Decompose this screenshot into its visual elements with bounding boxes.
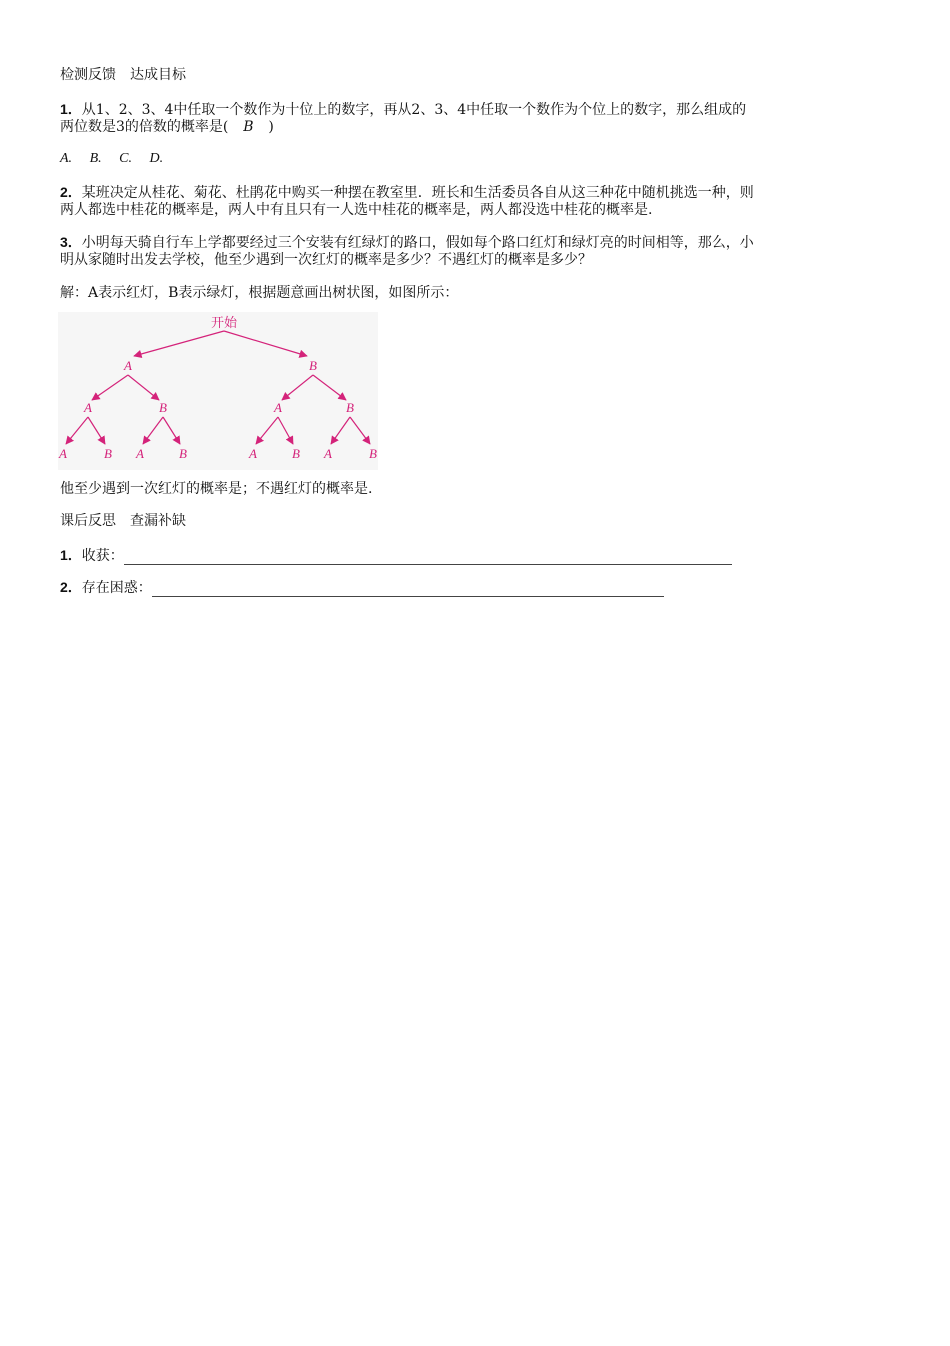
question-2-line-1 [60,183,754,202]
reflection-2-label: 存在困惑： [81,580,152,596]
tree-branch-l3 [331,417,350,444]
tree-node-l3: A [136,446,144,461]
tree-branch-l3 [163,417,180,444]
question-1-options [60,150,163,168]
question-2-text-1: 某班决定从桂花、菊花、杜鹃花中购买一种摆在教室里．班长和生活委员各自从这三种花中随机挑选一种，则 [81,185,754,201]
question-3-line-2: 明从家随时出发去学校，他至少遇到一次红灯的概率是多少？不遇红灯的概率是多少？ [60,252,592,268]
tree-branch-l3 [350,417,370,444]
question-3-text-1: 小明每天骑自行车上学都要经过三个安装有红绿灯的路口，假如每个路口红灯和绿灯亮的时间相等，那么，小 [81,235,754,251]
reflection-item-1 [60,546,732,565]
option-c: C. [119,151,132,166]
option-b: B. [89,151,102,166]
tree-diagram [58,312,378,470]
tree-node-l2: A [274,400,282,415]
reflection-1-label: 收获： [81,548,124,564]
tree-node-l1: B [309,358,317,373]
tree-node-l3: A [59,446,67,461]
question-1-paren-close: ) [268,119,274,135]
tree-branch-l3 [66,417,88,444]
question-3-solution: 解：A表示红灯，B表示绿灯，根据题意画出树状图，如图所示： [60,285,459,301]
option-a: A. [60,151,73,166]
question-1-text-2: 两位数是3的倍数的概率是( [60,119,229,135]
tree-branch-l3 [143,417,163,444]
question-3-line-1 [60,233,754,252]
section-title-reflection: 课后反思 查漏补缺 [60,513,186,529]
reflection-item-2 [60,578,664,597]
tree-branch-l1 [224,331,307,356]
tree-diagram-svg [58,312,378,470]
question-1-line-2 [60,118,274,136]
tree-node-l3: B [292,446,300,461]
tree-branch-l1 [134,331,224,356]
tree-node-l3: B [179,446,187,461]
tree-branch-l2 [313,375,346,400]
tree-branch-l3 [256,417,278,444]
tree-branch-l2 [282,375,313,400]
question-1-line-1 [60,100,746,119]
question-3-number: 3． [60,234,82,250]
tree-node-l3: B [104,446,112,461]
tree-node-l2: B [159,400,167,415]
question-1-number: 1． [60,101,82,117]
tree-node-l1: A [124,358,132,373]
question-2-line-2: 两人都选中桂花的概率是，两人中有且只有一人选中桂花的概率是，两人都没选中桂花的概率是. [60,202,653,218]
tree-node-l3: B [369,446,377,461]
tree-node-l3: A [249,446,257,461]
reflection-2-number: 2． [60,579,82,595]
tree-node-l3: A [324,446,332,461]
reflection-1-number: 1． [60,547,82,563]
question-3-conclusion: 他至少遇到一次红灯的概率是；不遇红灯的概率是. [60,481,373,497]
tree-root-label: 开始 [210,316,238,331]
tree-branch-l3 [278,417,293,444]
tree-branch-l2 [92,375,128,400]
question-1-answer: B [243,119,254,135]
section-title-feedback: 检测反馈 达成目标 [60,67,186,83]
harvest-blank-field[interactable] [124,550,732,565]
question-1-text-1: 从1、2、3、4中任取一个数作为十位上的数字，再从2、3、4中任取一个数作为个位上的数字，那么组成的 [81,102,747,118]
tree-node-l2: B [346,400,354,415]
question-2-number: 2． [60,184,82,200]
tree-branch-l3 [88,417,105,444]
tree-branch-l2 [128,375,159,400]
option-d: D. [149,151,164,166]
tree-node-l2: A [84,400,92,415]
confusion-blank-field[interactable] [152,582,664,597]
